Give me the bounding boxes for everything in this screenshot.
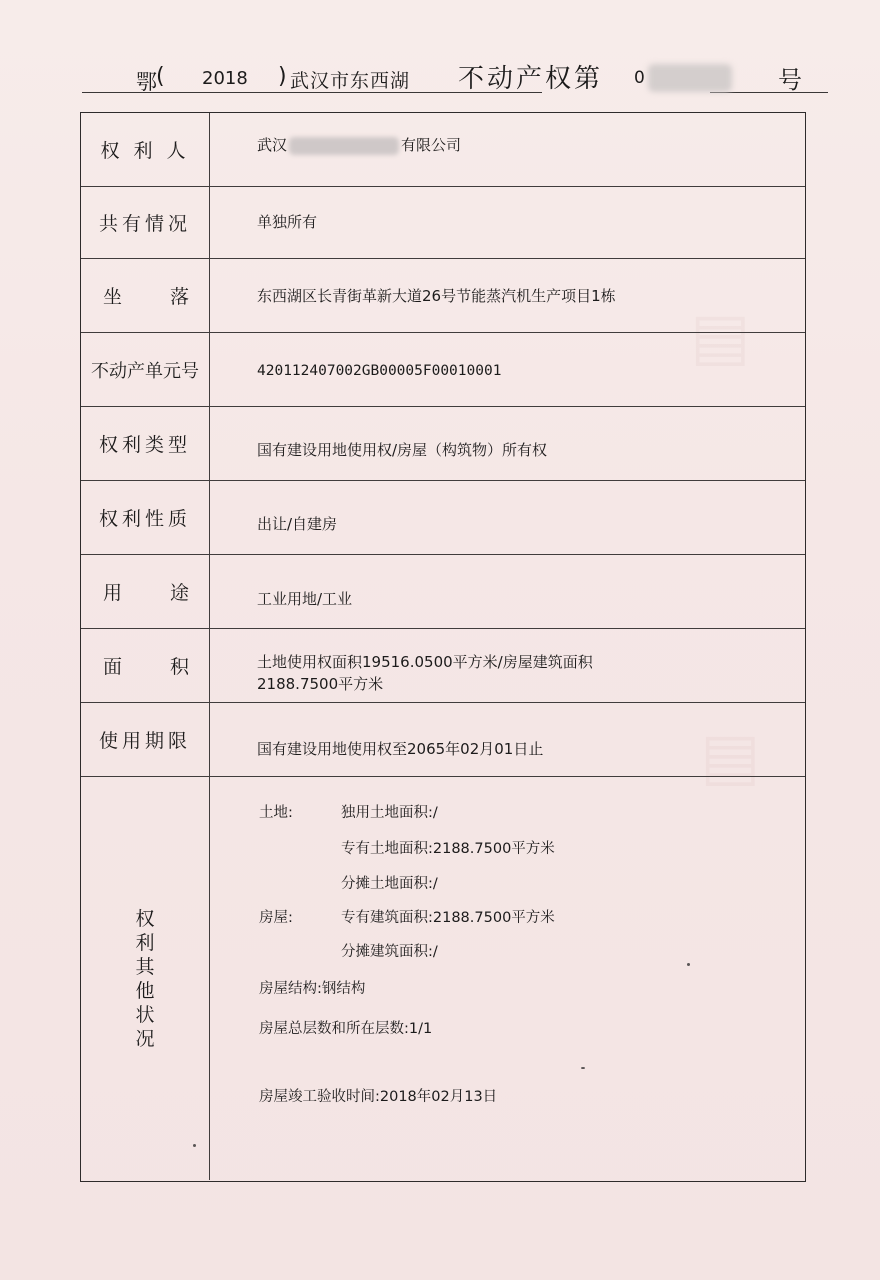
table-row xyxy=(81,703,805,777)
number-suffix: 号 xyxy=(778,66,802,94)
row-label: 不动产单元号 xyxy=(81,333,210,406)
row-label: 共有情况 xyxy=(81,187,210,258)
term-value: 国有建设用地使用权至2065年02月01日止 xyxy=(257,740,544,758)
row-label xyxy=(81,629,210,702)
row-label: 权利性质 xyxy=(81,481,210,554)
table-row xyxy=(81,259,805,333)
row-label-part: 途 xyxy=(169,582,189,604)
land-shared-area: 分摊土地面积:/ xyxy=(341,876,438,892)
certificate-number-prefix: 0 xyxy=(634,68,645,88)
table-row xyxy=(81,407,805,481)
land-owned-area: 专有土地面积:2188.7500平方米 xyxy=(341,841,555,857)
location-value: 东西湖区长青街革新大道26号节能蒸汽机生产项目1栋 xyxy=(257,287,616,305)
house-floors: 房屋总层数和所在层数:1/1 xyxy=(259,1021,433,1037)
rights-holder-prefix: 武汉 xyxy=(257,136,288,154)
close-paren: ) xyxy=(278,64,287,89)
row-label: 权 利 人 xyxy=(81,113,210,186)
property-table xyxy=(80,112,806,1182)
other-rights-row xyxy=(81,777,805,1180)
row-label-char: 其 xyxy=(135,955,155,978)
redacted-company-name xyxy=(289,137,399,155)
house-structure: 房屋结构:钢结构 xyxy=(259,981,366,997)
row-label-part: 坐 xyxy=(103,286,123,308)
table-row xyxy=(81,187,805,259)
row-label-char: 利 xyxy=(135,931,155,954)
open-paren: ( xyxy=(156,64,165,89)
paper-speck xyxy=(193,1144,196,1147)
table-row xyxy=(81,629,805,703)
province-abbr: 鄂 xyxy=(136,70,157,94)
rights-type-value: 国有建设用地使用权/房屋（构筑物）所有权 xyxy=(257,441,548,459)
city-district: 武汉市东西湖 xyxy=(290,70,411,92)
row-label-part: 积 xyxy=(169,656,189,678)
table-row xyxy=(81,481,805,555)
ownership-value: 单独所有 xyxy=(257,213,318,231)
row-label-vertical xyxy=(81,777,210,1180)
row-label-part: 面 xyxy=(103,656,123,678)
row-label-char: 他 xyxy=(135,979,155,1002)
paper-speck xyxy=(581,1067,585,1069)
row-label xyxy=(81,259,210,332)
rights-holder-value xyxy=(257,133,795,157)
house-shared-area: 分摊建筑面积:/ xyxy=(341,944,438,960)
row-label xyxy=(81,555,210,628)
table-row xyxy=(81,113,805,187)
certificate-year: 2018 xyxy=(202,68,248,89)
certificate-heading xyxy=(82,52,802,96)
row-label-part: 用 xyxy=(103,582,123,604)
redacted-certificate-number xyxy=(648,64,732,92)
land-exclusive-area: 独用土地面积:/ xyxy=(341,805,438,821)
land-label: 土地: xyxy=(259,805,293,821)
row-label-char: 状 xyxy=(135,1003,155,1026)
certificate-title: 不动产权第 xyxy=(458,64,604,94)
row-label: 使用期限 xyxy=(81,703,210,776)
house-label: 房屋: xyxy=(259,910,293,926)
area-value-line: 2188.7500平方米 xyxy=(257,675,384,693)
rights-nature-value: 出让/自建房 xyxy=(257,515,338,533)
row-label-part: 落 xyxy=(169,286,189,308)
completion-date: 房屋竣工验收时间:2018年02月13日 xyxy=(259,1089,498,1105)
background-watermark: ▤ xyxy=(690,300,751,374)
table-row xyxy=(81,333,805,407)
rights-holder-suffix: 有限公司 xyxy=(401,136,462,154)
paper-speck xyxy=(687,963,690,966)
house-owned-area: 专有建筑面积:2188.7500平方米 xyxy=(341,910,555,926)
row-label: 权利类型 xyxy=(81,407,210,480)
row-label-char: 权 xyxy=(135,907,155,930)
usage-value: 工业用地/工业 xyxy=(257,590,353,608)
area-value-line: 土地使用权面积19516.0500平方米/房屋建筑面积 xyxy=(257,653,593,671)
heading-underline xyxy=(710,92,828,93)
row-label-char: 况 xyxy=(135,1027,155,1050)
unit-number-value: 420112407002GB00005F00010001 xyxy=(257,363,502,379)
background-watermark: ▤ xyxy=(700,720,761,794)
area-value xyxy=(257,651,795,695)
table-row xyxy=(81,555,805,629)
